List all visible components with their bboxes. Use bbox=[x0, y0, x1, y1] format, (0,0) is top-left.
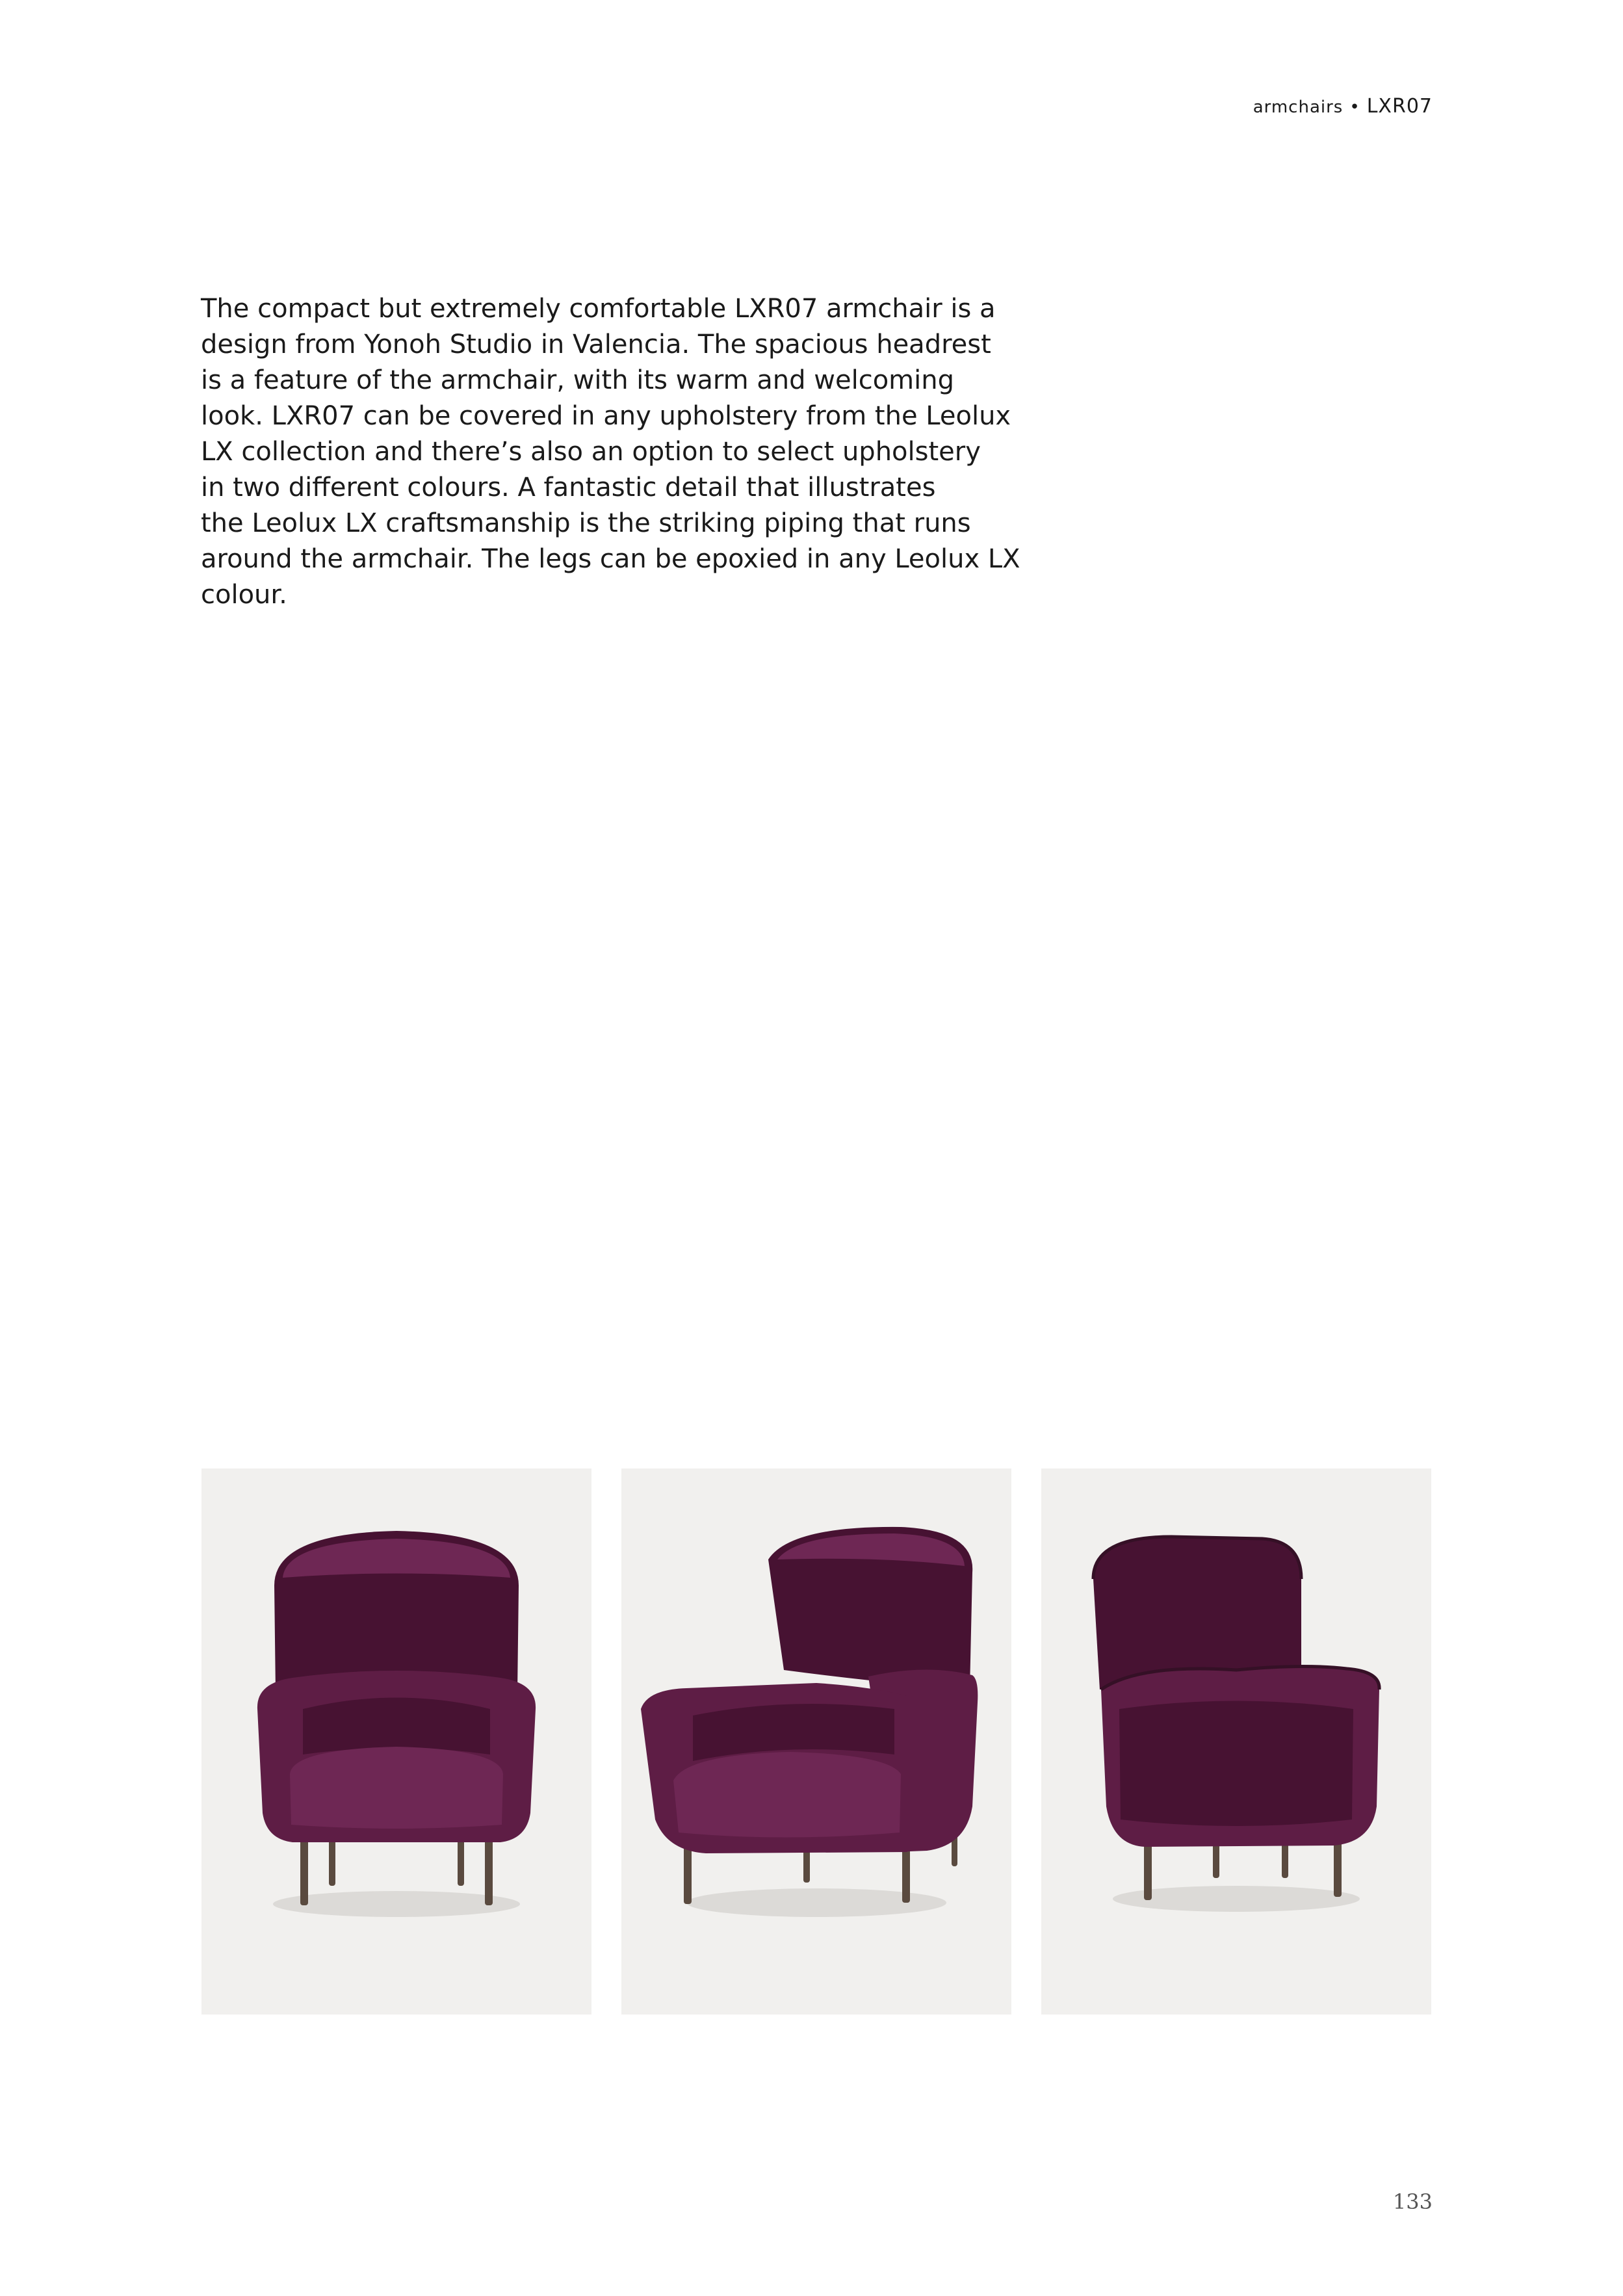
intro-line: design from Yonoh Studio in Valencia. The spacious headrest bbox=[201, 330, 991, 359]
chair-seat bbox=[673, 1752, 901, 1838]
armchair-back-photo bbox=[1041, 1468, 1431, 2015]
intro-line: The compact but extremely comfortable LXR07 armchair is a bbox=[201, 294, 996, 324]
intro-line: look. LXR07 can be covered in any upholstery from the Leolux bbox=[201, 401, 1011, 431]
intro-line: is a feature of the armchair, with its warm and welcoming bbox=[201, 365, 954, 395]
page-number: 133 bbox=[1392, 2189, 1433, 2214]
armchair-back-illustration bbox=[1041, 1468, 1431, 2015]
chair-shadow bbox=[273, 1891, 520, 1917]
armchair-front-illustration bbox=[201, 1468, 591, 2015]
chair-seat-back bbox=[303, 1698, 490, 1755]
running-header bbox=[1253, 95, 1433, 118]
armchair-front-photo bbox=[201, 1468, 591, 2015]
intro-line: the Leolux LX craftsmanship is the striking piping that runs bbox=[201, 508, 971, 538]
intro-line: colour. bbox=[201, 580, 287, 610]
header-separator: • bbox=[1349, 98, 1360, 117]
intro-line: in two different colours. A fantastic detail that illustrates bbox=[201, 473, 936, 502]
armchair-three-quarter-photo bbox=[621, 1468, 1011, 2015]
chair-leg bbox=[485, 1833, 493, 1905]
intro-line: LX collection and there’s also an option to select upholstery bbox=[201, 437, 981, 467]
intro-paragraph bbox=[201, 291, 1052, 613]
header-model: LXR07 bbox=[1366, 95, 1433, 118]
chair-seat bbox=[290, 1747, 503, 1829]
intro-line: around the armchair. The legs can be epoxied in any Leolux LX bbox=[201, 544, 1020, 574]
armchair-three-quarter-illustration bbox=[621, 1468, 1011, 2015]
chair-leg bbox=[300, 1833, 308, 1905]
chair-back-panel bbox=[1119, 1701, 1353, 1827]
header-category: armchairs bbox=[1253, 98, 1344, 117]
